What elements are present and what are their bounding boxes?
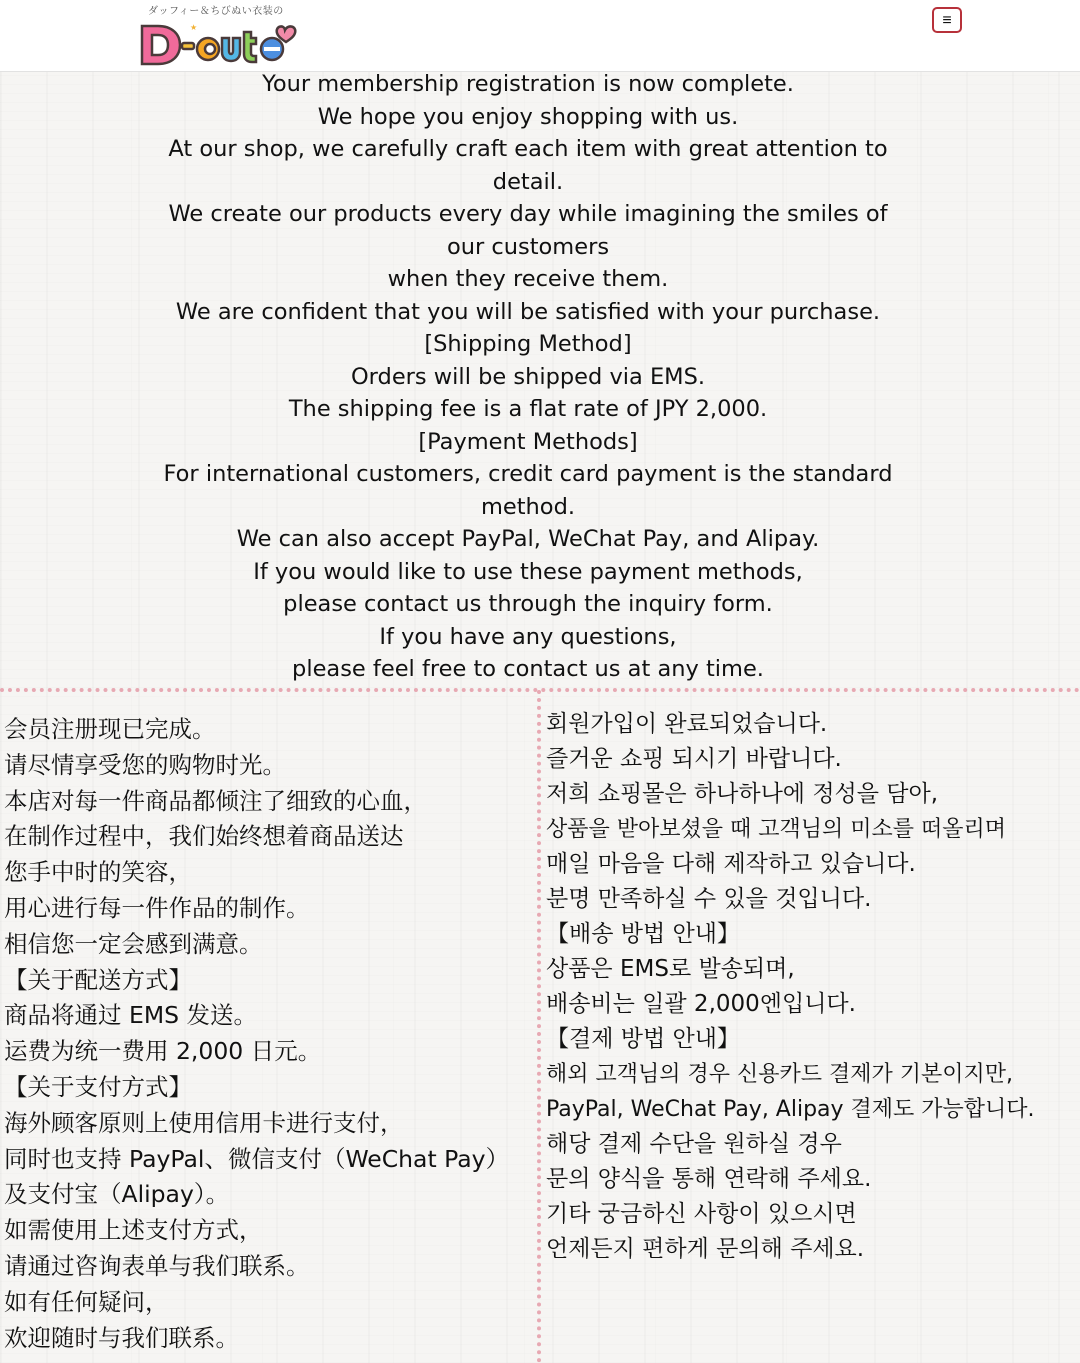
chinese-line: 会员注册现已完成。 <box>4 715 216 743</box>
english-line: please contact us through the inquiry form. <box>283 591 773 617</box>
korean-message <box>546 707 1080 1267</box>
english-line: when they receive them. <box>387 266 669 292</box>
hamburger-menu-icon: ≡ <box>942 12 952 29</box>
english-line: our customers <box>446 233 610 260</box>
hamburger-menu-button[interactable] <box>932 7 962 33</box>
english-line: method. <box>480 493 576 520</box>
korean-line: 상품은 EMS로 발송되며, <box>546 956 795 982</box>
chinese-line: 在制作过程中，我们始终想着商品送达 <box>4 822 404 851</box>
english-line: The shipping fee is a flat rate of JPY 2,000. <box>288 396 768 422</box>
english-line: We can also accept PayPal, WeChat Pay, and Alipay. <box>236 526 820 552</box>
chinese-line: 同时也支持 PayPal、微信支付（WeChat Pay） <box>4 1144 510 1173</box>
english-line: We create our products every day while imagining the smiles of <box>168 201 888 227</box>
korean-line: 저희 쇼핑몰은 하나하나에 정성을 담아, <box>546 781 939 807</box>
chinese-line: 运费为统一费用 2,000 日元。 <box>4 1037 322 1066</box>
payment-methods-heading: [Payment Methods] <box>418 428 638 455</box>
english-line: If you have any questions, <box>379 623 677 650</box>
korean-line: 해외 고객님의 경우 신용카드 결제가 기본이지만, <box>546 1062 1014 1087</box>
korean-line: 기타 궁금하신 사항이 있으시면 <box>546 1201 857 1227</box>
english-line: At our shop, we carefully craft each item with great attention to <box>168 136 888 162</box>
english-line: For international customers, credit card payment is the standard <box>163 461 893 487</box>
chinese-line: 您手中时的笑容， <box>4 858 192 887</box>
english-line: detail. <box>492 168 564 195</box>
korean-line: 언제든지 편하게 문의해 주세요. <box>546 1236 865 1262</box>
chinese-line: 及支付宝（Alipay）。 <box>4 1180 230 1209</box>
english-line: Orders will be shipped via EMS. <box>350 363 706 390</box>
chinese-line: 海外顾客原则上使用信用卡进行支付， <box>4 1108 404 1137</box>
dcute-logo-mark <box>138 16 300 68</box>
english-line: If you would like to use these payment methods, <box>253 558 803 585</box>
chinese-shipping-heading: 【关于配送方式】 <box>4 965 192 994</box>
chinese-line: 用心进行每一件作品的制作。 <box>4 893 310 922</box>
korean-shipping-heading: 【배송 방법 안내】 <box>546 921 740 947</box>
english-line: We hope you enjoy shopping with us. <box>317 103 739 130</box>
chinese-line: 商品将通过 EMS 发送。 <box>4 1001 257 1030</box>
english-line: please feel free to contact us at any time. <box>292 656 764 682</box>
logo-tagline: ダッフィー＆ちびぬい衣装の <box>148 6 284 17</box>
english-line: Your membership registration is now complete. <box>262 71 794 97</box>
korean-line: 매일 마음을 다해 제작하고 있습니다. <box>546 851 916 877</box>
shipping-method-heading: [Shipping Method] <box>424 331 632 357</box>
chinese-message <box>4 712 544 1356</box>
chinese-line: 本店对每一件商品都倾注了细致的心血， <box>4 786 427 815</box>
english-line: We are confident that you will be satisfied with your purchase. <box>175 298 881 325</box>
site-logo[interactable] <box>138 2 300 66</box>
svg-text:★: ★ <box>190 23 198 32</box>
korean-line: 상품을 받아보셨을 때 고객님의 미소를 떠올리며 <box>546 817 1007 842</box>
korean-line: 배송비는 일괄 2,000엔입니다. <box>546 991 856 1017</box>
chinese-line: 如需使用上述支付方式， <box>4 1216 263 1245</box>
korean-line: PayPal, WeChat Pay, Alipay 결제도 가능합니다. <box>546 1097 1035 1122</box>
site-header <box>0 0 1080 72</box>
korean-payment-heading: 【결제 방법 안내】 <box>546 1026 740 1052</box>
korean-line: 즐거운 쇼핑 되시기 바랍니다. <box>546 746 842 772</box>
korean-line: 해당 결제 수단을 원하실 경우 <box>546 1131 842 1157</box>
korean-line: 분명 만족하실 수 있을 것입니다. <box>546 886 872 912</box>
korean-line: 문의 양식을 통해 연락해 주세요. <box>546 1166 872 1192</box>
english-message <box>150 68 906 686</box>
chinese-line: 相信您一定会感到满意。 <box>4 929 263 958</box>
chinese-line: 如有任何疑问， <box>4 1287 169 1316</box>
chinese-line: 欢迎随时与我们联系。 <box>4 1323 239 1352</box>
korean-line: 회원가입이 완료되었습니다. <box>546 711 828 737</box>
chinese-line: 请通过咨询表单与我们联系。 <box>4 1251 310 1280</box>
chinese-payment-heading: 【关于支付方式】 <box>4 1072 192 1101</box>
chinese-line: 请尽情享受您的购物时光。 <box>4 750 286 779</box>
